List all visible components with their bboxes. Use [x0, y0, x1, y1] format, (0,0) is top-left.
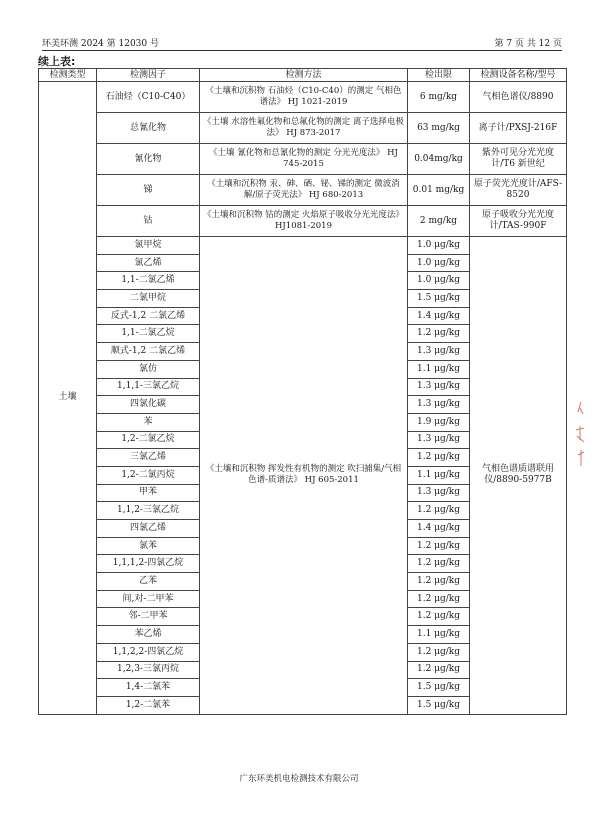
- factor-cell: 反式-1,2 二氯乙烯: [97, 307, 200, 325]
- limit-cell: 1.2 μg/kg: [408, 643, 470, 661]
- limit-cell: 1.2 μg/kg: [408, 661, 470, 679]
- category-cell: 土壤: [39, 82, 97, 715]
- factor-cell: 间,对-二甲苯: [97, 590, 200, 608]
- limit-cell: 1.0 μg/kg: [408, 254, 470, 272]
- limit-cell: 1.1 μg/kg: [408, 466, 470, 484]
- column-header: 检测类型: [39, 69, 97, 82]
- limit-cell: 1.9 μg/kg: [408, 413, 470, 431]
- factor-cell: 1,1,1,2-四氯乙烷: [97, 555, 200, 573]
- table-body: [39, 82, 567, 715]
- factor-cell: 二氯甲烷: [97, 290, 200, 308]
- equipment-cell: 紫外可见分光光度计/T6 新世纪: [470, 144, 567, 175]
- factor-cell: 氯乙烯: [97, 254, 200, 272]
- factor-cell: 氯苯: [97, 537, 200, 555]
- limit-cell: 1.3 μg/kg: [408, 343, 470, 361]
- table-row: [39, 113, 567, 144]
- limit-cell: 0.04mg/kg: [408, 144, 470, 175]
- factor-cell: 1,2,3-三氯丙烷: [97, 661, 200, 679]
- table-row: [39, 175, 567, 206]
- method-cell: 《土壤和沉积物 石油烃（C10-C40）的测定 气相色谱法》 HJ 1021-2019: [200, 82, 408, 113]
- limit-cell: 1.4 μg/kg: [408, 520, 470, 538]
- table-row: [39, 206, 567, 237]
- page-header: [42, 36, 562, 51]
- limit-cell: 1.3 μg/kg: [408, 396, 470, 414]
- limit-cell: 1.1 μg/kg: [408, 360, 470, 378]
- equipment-cell: 离子计/PXSJ-216F: [470, 113, 567, 144]
- factor-cell: 1,2-二氯苯: [97, 696, 200, 714]
- report-number: 环美环测 2024 第 12030 号: [42, 39, 159, 49]
- limit-cell: 63 mg/kg: [408, 113, 470, 144]
- continued-label: 续上表:: [38, 55, 76, 68]
- factor-cell: 邻-二甲苯: [97, 608, 200, 626]
- limit-cell: 1.2 μg/kg: [408, 590, 470, 608]
- factor-cell: 苯乙烯: [97, 626, 200, 644]
- limit-cell: 1.2 μg/kg: [408, 608, 470, 626]
- limit-cell: 1.0 μg/kg: [408, 272, 470, 290]
- equipment-cell: 气相色谱仪/8890: [470, 82, 567, 113]
- factor-cell: 总氰化物: [97, 113, 200, 144]
- factor-cell: 1,1,2-三氯乙烷: [97, 502, 200, 520]
- limit-cell: 1.3 μg/kg: [408, 431, 470, 449]
- handwritten-mark: [572, 400, 590, 470]
- factor-cell: 四氯乙烯: [97, 520, 200, 538]
- voc-equipment-cell: 气相色谱质谱联用仪/8890-5977B: [470, 237, 567, 715]
- factor-cell: 石油烃（C10-C40）: [97, 82, 200, 113]
- limit-cell: 1.2 μg/kg: [408, 555, 470, 573]
- factor-cell: 乙苯: [97, 573, 200, 591]
- results-table: [38, 68, 567, 715]
- factor-cell: 四氯化碳: [97, 396, 200, 414]
- factor-cell: 1,2-二氯乙烷: [97, 431, 200, 449]
- equipment-cell: 原子吸收分光光度计/TAS-990F: [470, 206, 567, 237]
- factor-cell: 1,1,2,2-四氯乙烷: [97, 643, 200, 661]
- column-header: 检测方法: [200, 69, 408, 82]
- limit-cell: 0.01 mg/kg: [408, 175, 470, 206]
- limit-cell: 1.3 μg/kg: [408, 484, 470, 502]
- limit-cell: 1.1 μg/kg: [408, 626, 470, 644]
- factor-cell: 1,4-二氯苯: [97, 679, 200, 697]
- factor-cell: 苯: [97, 413, 200, 431]
- method-cell: 《土壤 氰化物和总氰化物的测定 分光光度法》 HJ 745-2015: [200, 144, 408, 175]
- page-info: 第 7 页 共 12 页: [494, 39, 562, 49]
- company-footer: 广东环美机电检测技术有限公司: [239, 774, 359, 784]
- limit-cell: 1.3 μg/kg: [408, 378, 470, 396]
- factor-cell: 1,2-二氯丙烷: [97, 466, 200, 484]
- table-row: [39, 82, 567, 113]
- limit-cell: 1.5 μg/kg: [408, 696, 470, 714]
- limit-cell: 1.2 μg/kg: [408, 325, 470, 343]
- method-cell: 《土壤 水溶性氟化物和总氟化物的测定 离子选择电极法》 HJ 873-2017: [200, 113, 408, 144]
- table-header-row: [39, 69, 567, 82]
- limit-cell: 1.2 μg/kg: [408, 573, 470, 591]
- factor-cell: 甲苯: [97, 484, 200, 502]
- column-header: 检测设备名称/型号: [470, 69, 567, 82]
- factor-cell: 1,1-二氯乙烯: [97, 272, 200, 290]
- limit-cell: 1.2 μg/kg: [408, 537, 470, 555]
- factor-cell: 1,1-二氯乙烷: [97, 325, 200, 343]
- limit-cell: 1.5 μg/kg: [408, 290, 470, 308]
- factor-cell: 氰化物: [97, 144, 200, 175]
- factor-cell: 1,1,1-三氯乙烷: [97, 378, 200, 396]
- method-cell: 《土壤和沉积物 汞、砷、硒、铋、锑的测定 微波消解/原子荧光法》 HJ 680-2013: [200, 175, 408, 206]
- factor-cell: 锑: [97, 175, 200, 206]
- factor-cell: 氯仿: [97, 360, 200, 378]
- table-row: [39, 144, 567, 175]
- limit-cell: 6 mg/kg: [408, 82, 470, 113]
- table-row: [39, 237, 567, 255]
- factor-cell: 顺式-1,2 二氯乙烯: [97, 343, 200, 361]
- limit-cell: 1.0 μg/kg: [408, 237, 470, 255]
- limit-cell: 1.2 μg/kg: [408, 449, 470, 467]
- limit-cell: 1.4 μg/kg: [408, 307, 470, 325]
- voc-method-cell: 《土壤和沉积物 挥发性有机物的测定 吹扫捕集/气相色谱-质谱法》 HJ 605-2011: [200, 237, 408, 715]
- column-header: 检测因子: [97, 69, 200, 82]
- method-cell: 《土壤和沉积物 钴的测定 火焰原子吸收分光光度法》 HJ1081-2019: [200, 206, 408, 237]
- factor-cell: 氯甲烷: [97, 237, 200, 255]
- equipment-cell: 原子荧光光度计/AFS-8520: [470, 175, 567, 206]
- limit-cell: 2 mg/kg: [408, 206, 470, 237]
- limit-cell: 1.2 μg/kg: [408, 502, 470, 520]
- limit-cell: 1.5 μg/kg: [408, 679, 470, 697]
- column-header: 检出限: [408, 69, 470, 82]
- factor-cell: 钴: [97, 206, 200, 237]
- factor-cell: 三氯乙烯: [97, 449, 200, 467]
